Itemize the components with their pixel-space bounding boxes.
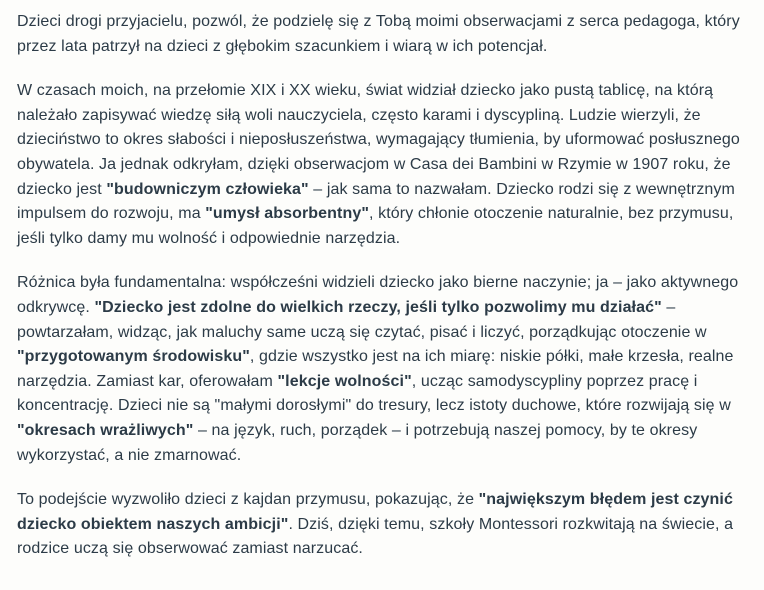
bold-text-run: "Dziecko jest zdolne do wielkich rzeczy, jeśli tylko pozwolimy mu działać" bbox=[94, 298, 662, 316]
bold-text-run: "budowniczym człowieka" bbox=[106, 180, 309, 198]
text-run: – jak sama to nazwałam. Dziecko rodzi się z wewnętrznym impulsem do rozwoju, ma bbox=[17, 180, 735, 223]
text-run: , gdzie wszystko jest na ich miarę: niskie półki, małe krzesła, realne narzędzia. Zamiast kar, oferowałam bbox=[17, 348, 734, 390]
text-run: – powtarzałam, widząc, jak maluchy same uczą się czytać, pisać i liczyć, porządkując otoczenie w bbox=[17, 298, 707, 341]
text-run: W czasach moich, na przełomie XIX i XX wieku, świat widział dziecko jako pustą tablicę, na którą należało zapisywać wiedzę siłą woli nauczyciela, często karami i dyscypliną. Ludzie wierzyli, że dzieciństwo to okres słabości i nieposłuszeństwa, wymagający tłumienia, by uformować posłusznego obywatela. Ja jednak odkryłam, dzięki obserwacjom w Casa dei Bambini w Rzymie w 1907 roku, że dziecko jest bbox=[17, 82, 740, 198]
text-run: Dzieci drogi przyjacielu, pozwól, że podzielę się z Tobą moimi obserwacjami z serca pedagoga, który przez lata patrzył na dzieci z głębokim szacunkiem i wiarą w ich potencjał. bbox=[17, 13, 740, 55]
bold-text-run: "lekcje wolności" bbox=[277, 372, 412, 390]
bold-text-run: "okresach wrażliwych" bbox=[17, 421, 194, 439]
text-run: . Dziś, dzięki temu, szkoły Montessori rozkwitają na świecie, a rodzice uczą się obserwować zamiast narzucać. bbox=[17, 515, 734, 558]
text-run: , ucząc samodyscypliny poprzez pracę i koncentrację. Dzieci nie są "małymi dorosłymi" do tresury, lecz istoty duchowe, które rozwijają się w bbox=[17, 372, 731, 415]
text-run: To podejście wyzwoliło dzieci z kajdan przymusu, pokazując, że bbox=[17, 491, 479, 509]
document-body bbox=[17, 10, 748, 562]
text-run: Różnica była fundamentalna: współcześni widzieli dziecko jako bierne naczynie; ja – jako aktywnego odkrywcę. bbox=[17, 274, 739, 316]
bold-text-run: "przygotowanym środowisku" bbox=[17, 348, 250, 366]
paragraph bbox=[17, 10, 748, 59]
paragraph bbox=[17, 488, 748, 562]
paragraph bbox=[17, 79, 748, 251]
paragraph bbox=[17, 271, 748, 468]
bold-text-run: "umysł absorbentny" bbox=[205, 205, 370, 223]
bold-text-run: "największym błędem jest czynić dziecko obiektem naszych ambicji" bbox=[17, 491, 733, 533]
text-run: – na język, ruch, porządek – i potrzebują naszej pomocy, by te okresy wykorzystać, a nie zmarnować. bbox=[17, 421, 698, 464]
text-run: , który chłonie otoczenie naturalnie, bez przymusu, jeśli tylko damy mu wolność i odpowiednie narzędzia. bbox=[17, 205, 734, 247]
